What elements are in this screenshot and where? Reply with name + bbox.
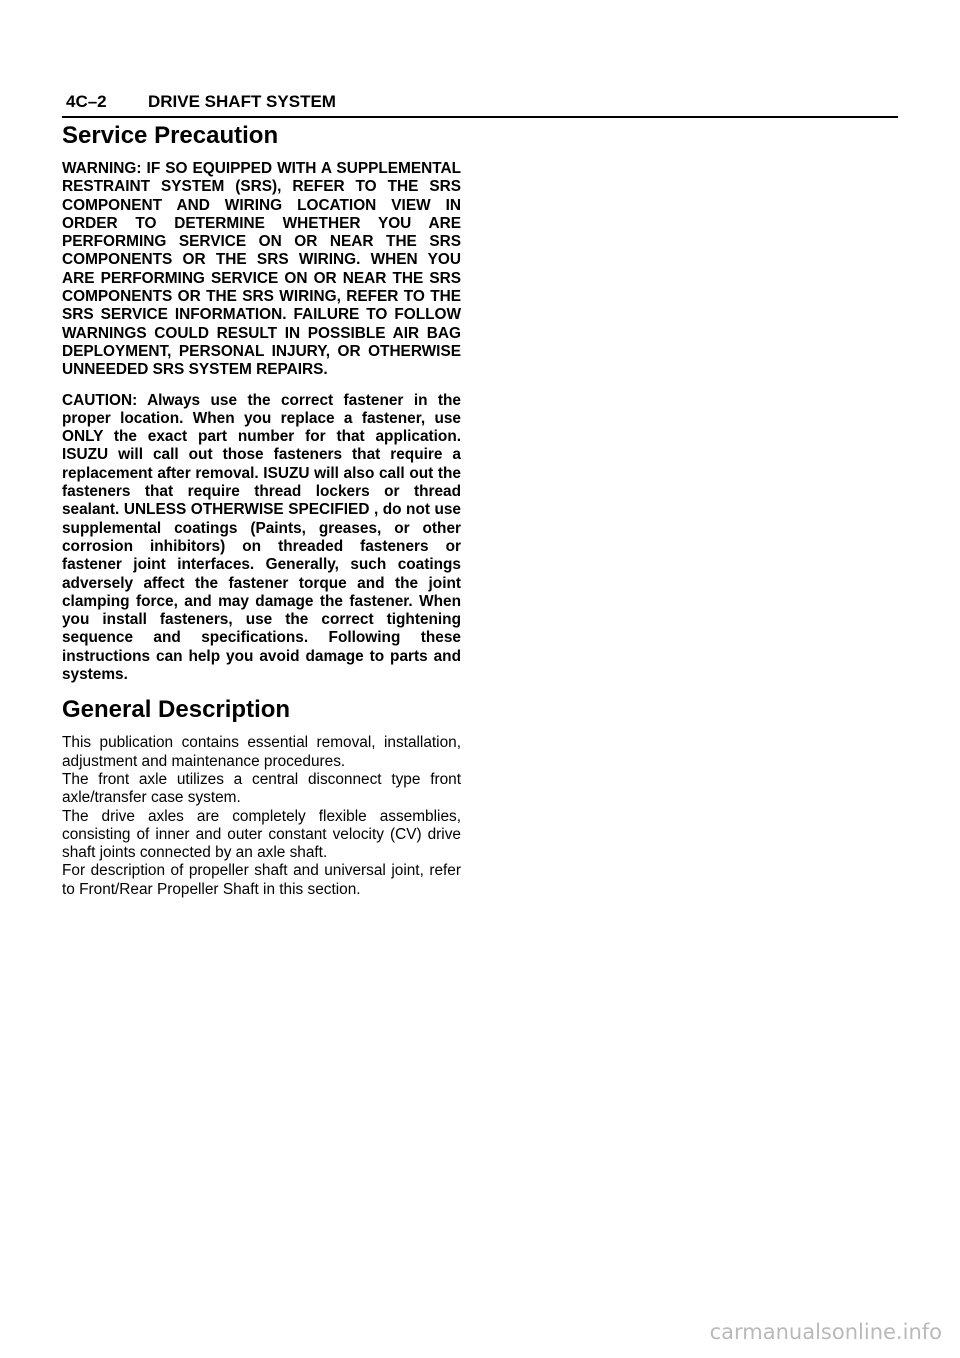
- description-line: The front axle utilizes a central disconnect type front axle/transfer case system.: [62, 770, 461, 807]
- section-title: DRIVE SHAFT SYSTEM: [148, 92, 336, 111]
- main-column: [62, 122, 461, 899]
- general-description-heading: General Description: [62, 696, 291, 724]
- service-precaution-heading: Service Precaution: [62, 122, 279, 149]
- watermark: carmanualsonline.info: [709, 1320, 942, 1344]
- page-header: [62, 90, 898, 118]
- warning-paragraph: WARNING: IF SO EQUIPPED WITH A SUPPLEMENTAL RESTRAINT SYSTEM (SRS), REFER TO THE SRS COMPONENT AND WIRING LOCATION VIEW IN ORDER TO DETERMINE WHETHER YOU ARE PERFORMING SERVICE ON OR NEAR THE SRS COMPONENTS OR THE SRS WIRING. WHEN YOU ARE PERFORMING SERVICE ON OR NEAR THE SRS COMPONENTS OR THE SRS WIRING, REFER TO THE SRS SERVICE INFORMATION. FAILURE TO FOLLOW WARNINGS COULD RESULT IN POSSIBLE AIR BAG DEPLOYMENT, PERSONAL INJURY, OR OTHERWISE UNNEEDED SRS SYSTEM REPAIRS.: [62, 160, 461, 379]
- page-number: 4C–2: [66, 92, 107, 111]
- description-line: The drive axles are completely flexible assemblies, consisting of inner and outer constant velocity (CV) drive shaft joints connected by an axle shaft.: [62, 807, 461, 862]
- description-line: This publication contains essential removal, installation, adjustment and maintenance procedures.: [62, 734, 461, 770]
- description-line: For description of propeller shaft and universal joint, refer to Front/Rear Propeller Shaft in this section.: [62, 862, 461, 898]
- caution-paragraph: CAUTION: Always use the correct fastener in the proper location. When you replace a fastener, use ONLY the exact part number for that application. ISUZU will call out those fasteners that require a replacement after removal. ISUZU will also call out the fasteners that require thread lockers or thread sealant. UNLESS OTHERWISE SPECIFIED , do not use supplemental coatings (Paints, greases, or other corrosion inhibitors) on threaded fasteners or fastener joint interfaces. Generally, such coatings adversely affect the fastener torque and the joint clamping force, and may damage the fastener. When you install fasteners, use the correct tightening sequence and specifications. Following these instructions can help you avoid damage to parts and systems.: [62, 391, 461, 684]
